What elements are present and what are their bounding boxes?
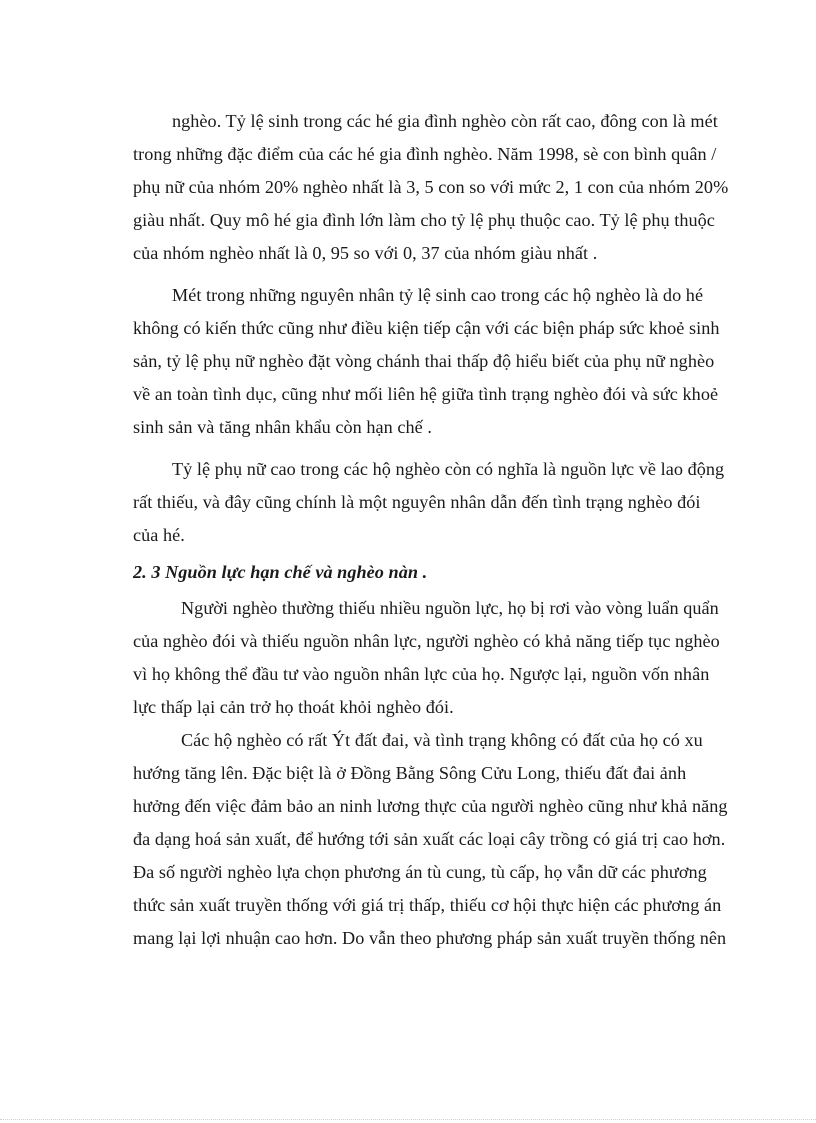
paragraph-line: mang lại lợi nhuận cao hơn. Do vẫn theo phương pháp sản xuất truyền thống nên <box>133 928 727 948</box>
paragraph-line: của nghèo đói và thiếu nguồn nhân lực, người nghèo có khả năng tiếp tục nghèo <box>133 631 720 651</box>
paragraph-line: trong những đặc điểm của các hé gia đình nghèo. Năm 1998, sè con bình quân / <box>133 144 717 164</box>
paragraph-line: của hé. <box>133 525 185 545</box>
paragraph-line: Đa số người nghèo lựa chọn phương án tù cung, tù cấp, họ vẫn dữ các phương <box>133 862 707 882</box>
paragraph-line: không có kiến thức cũng như điều kiện tiếp cận với các biện pháp sức khoẻ sinh <box>133 318 720 338</box>
paragraph-line: hưởng đến việc đảm bảo an ninh lương thực của người nghèo cũng như khả năng <box>133 796 728 816</box>
paragraph-line: rất thiếu, và đây cũng chính là một nguyên nhân dẫn đến tình trạng nghèo đói <box>133 492 701 512</box>
paragraph-line: về an toàn tình dục, cũng như mối liên hệ giữa tình trạng nghèo đói và sức khoẻ <box>133 384 719 404</box>
paragraph-line: Mét trong những nguyên nhân tỷ lệ sinh cao trong các hộ nghèo là do hé <box>172 285 704 305</box>
paragraph-line: đa dạng hoá sản xuất, để hướng tới sản xuất các loại cây trồng có giá trị cao hơn. <box>133 829 726 849</box>
paragraph-line: sản, tỷ lệ phụ nữ nghèo đặt vòng chánh thai thấp độ hiểu biết của phụ nữ nghèo <box>133 351 715 371</box>
paragraph-line: Các hộ nghèo có rất Ýt đất đai, và tình trạng không có đất của họ có xu <box>181 730 703 750</box>
paragraph-line: thức sản xuất truyền thống với giá trị thấp, thiếu cơ hội thực hiện các phương án <box>133 895 722 915</box>
paragraph-line: của nhóm nghèo nhất là 0, 95 so với 0, 37 của nhóm giàu nhất . <box>133 243 598 263</box>
paragraph-line: vì họ không thể đầu tư vào nguồn nhân lực của họ. Ngược lại, nguồn vốn nhân <box>133 664 710 684</box>
paragraph-line: hướng tăng lên. Đặc biệt là ở Đồng Bằng Sông Cửu Long, thiếu đất đai ảnh <box>133 763 687 783</box>
paragraph-line: sinh sản và tăng nhân khẩu còn hạn chế . <box>133 417 432 437</box>
paragraph-line: lực thấp lại cản trở họ thoát khỏi nghèo đói. <box>133 697 454 717</box>
paragraph-line: giàu nhất. Quy mô hé gia đình lớn làm cho tỷ lệ phụ thuộc cao. Tỷ lệ phụ thuộc <box>133 210 715 230</box>
page-bottom-rule <box>0 1119 816 1120</box>
paragraph-line: Tỷ lệ phụ nữ cao trong các hộ nghèo còn có nghĩa là nguồn lực về lao động <box>172 459 725 479</box>
paragraph-line: nghèo. Tỷ lệ sinh trong các hé gia đình nghèo còn rất cao, đông con là mét <box>172 111 718 131</box>
paragraph-line: phụ nữ của nhóm 20% nghèo nhất là 3, 5 con so với mức 2, 1 con của nhóm 20% <box>133 177 729 197</box>
paragraph-line: Người nghèo thường thiếu nhiều nguồn lực, họ bị rơi vào vòng luẩn quẩn <box>181 598 719 618</box>
section-heading: 2. 3 Nguồn lực hạn chế và nghèo nàn . <box>133 562 428 582</box>
